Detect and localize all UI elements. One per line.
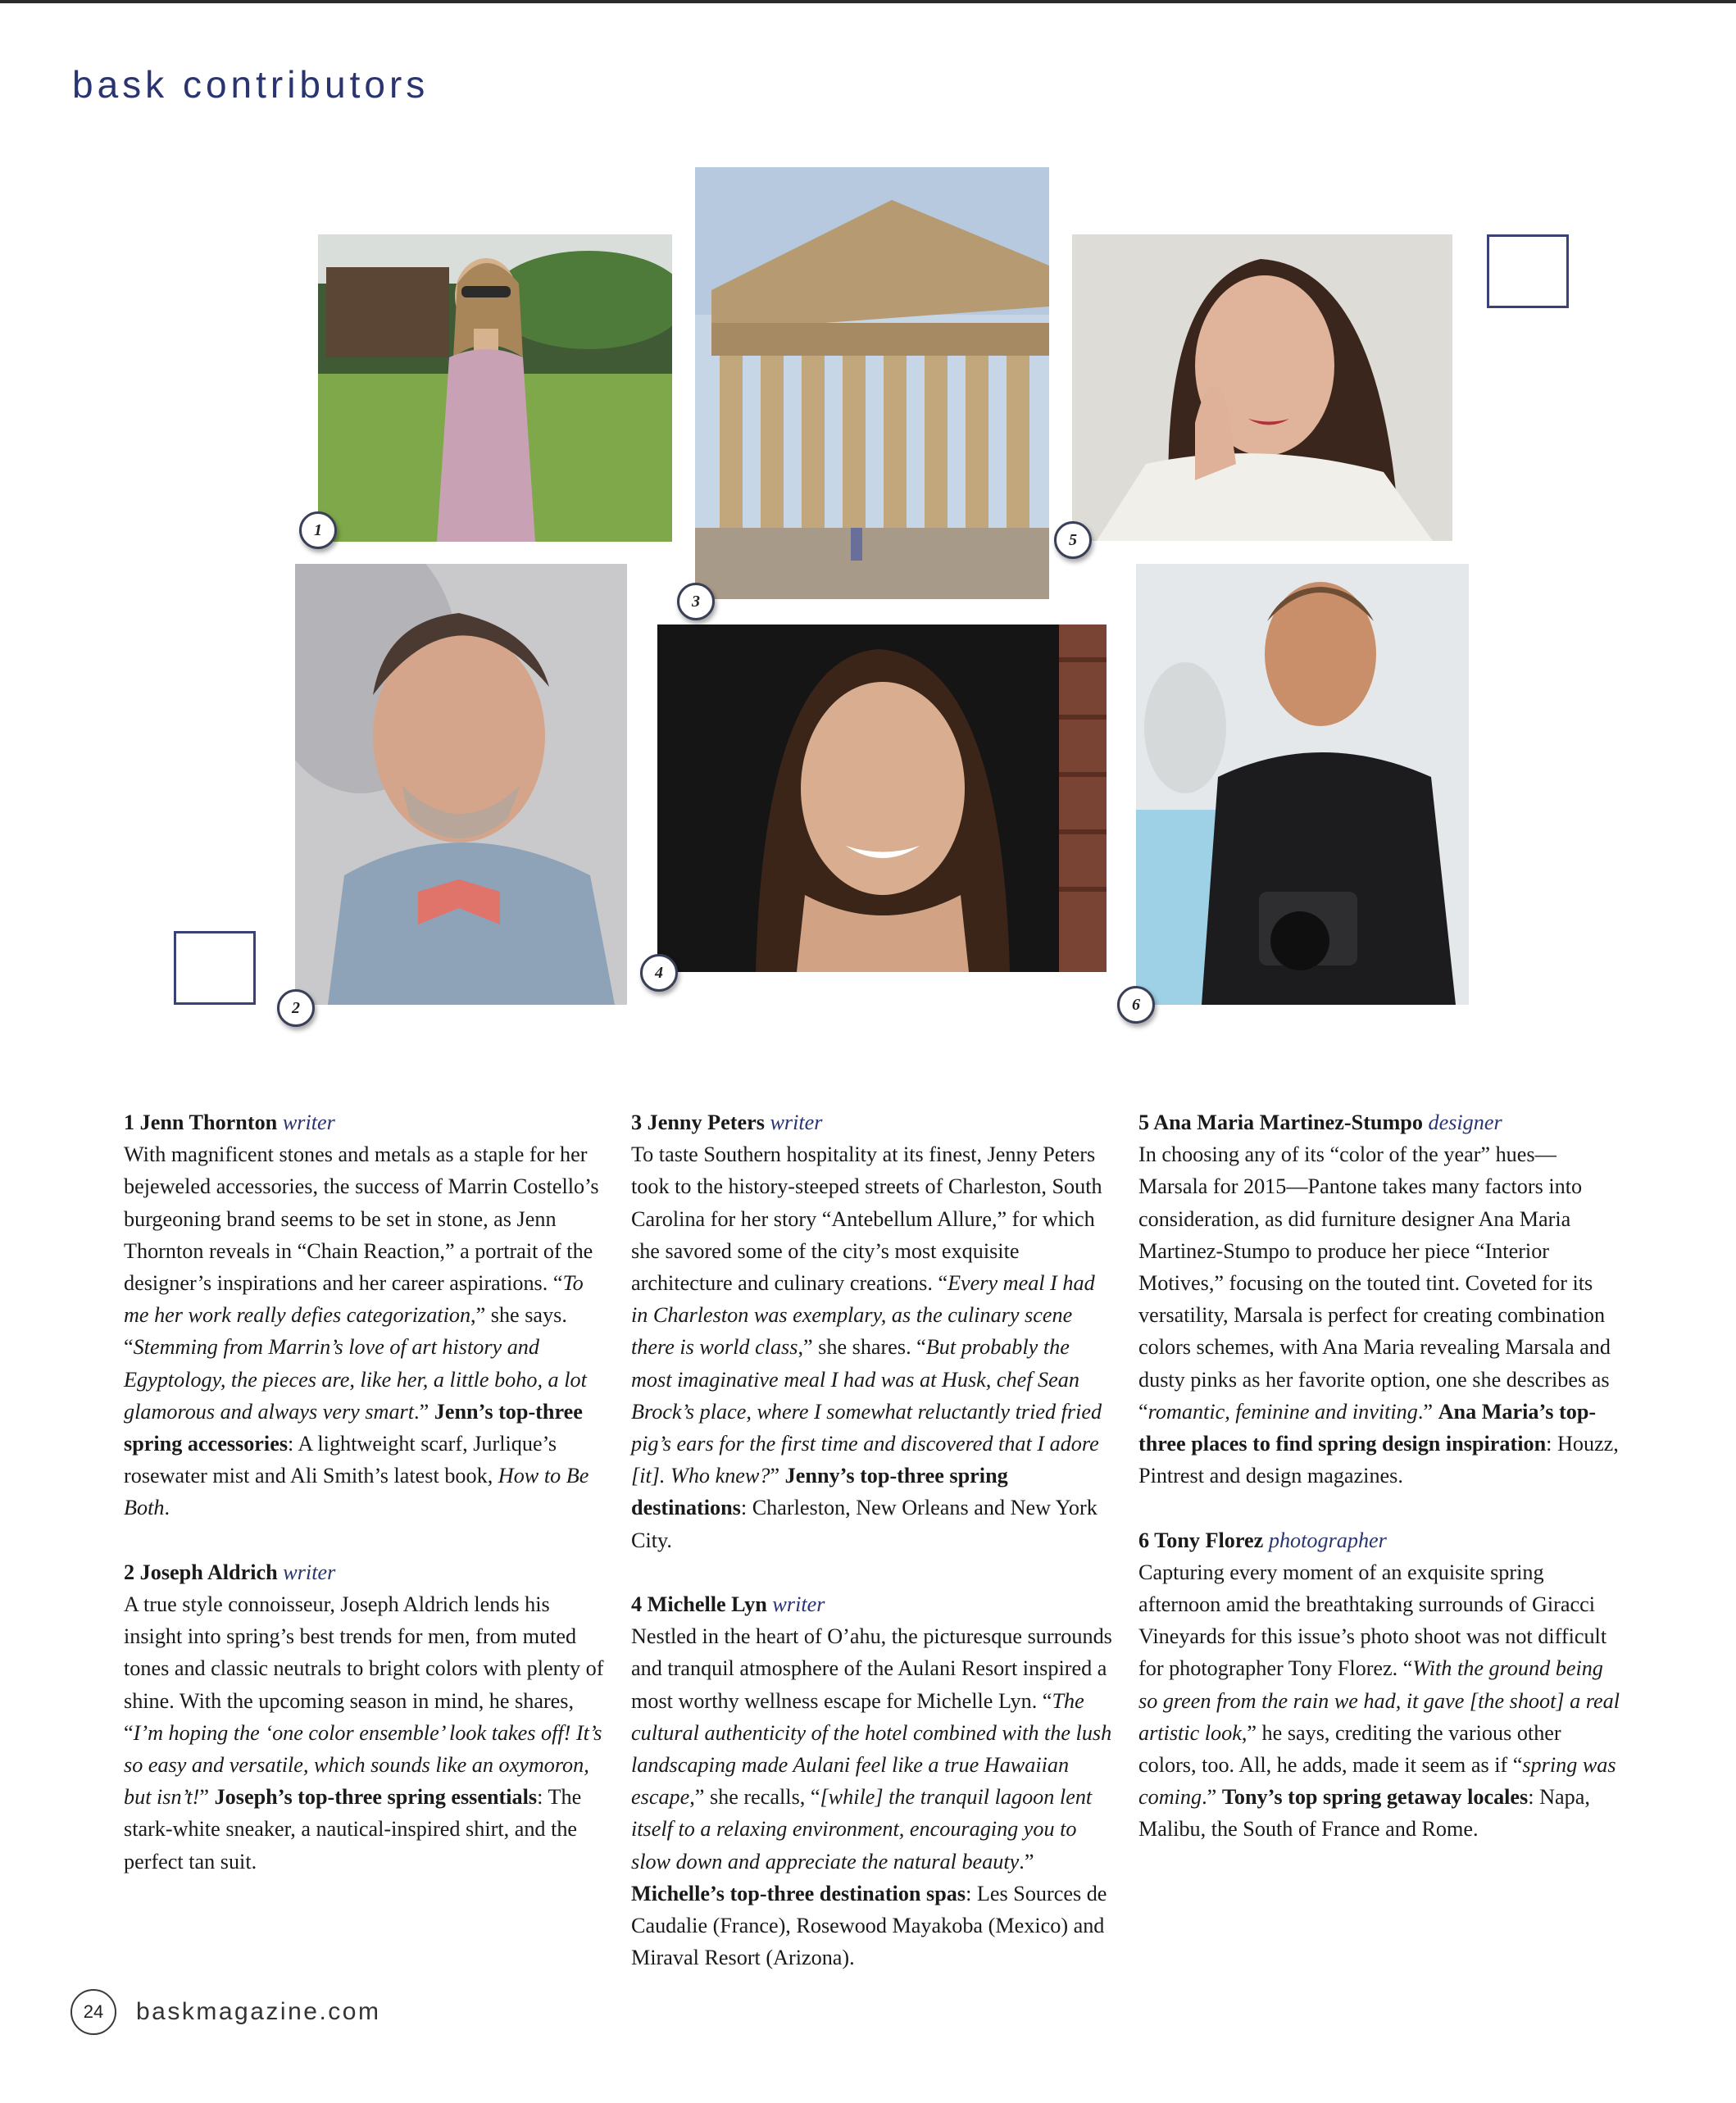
- top-rule: [0, 0, 1736, 3]
- text-column-2: [631, 1106, 1113, 2006]
- contributor-name: 2 Joseph Aldrich: [124, 1560, 278, 1584]
- decorative-square-bottom-left: [174, 931, 256, 1005]
- photo-number-badge-6: 6: [1117, 986, 1155, 1024]
- photo-ana-maria-martinez-stumpo: [1072, 234, 1452, 541]
- photo-number-badge-1: 1: [299, 511, 337, 549]
- contributor-name: 1 Jenn Thornton: [124, 1111, 278, 1134]
- contributor-entry: [124, 1106, 606, 1524]
- contributor-entry: [124, 1556, 606, 1878]
- contributor-bio: With magnificent stones and metals as a staple for her bejeweled accessories, the success of Marrin Costello’s burgeoning brand seems to be set in stone, as Jenn Thornton reveals in “Chain Reaction,” a portrait of the designer’s inspirations and her career aspirations. “To me her work really defies categorization,” she says. “Stemming from Marrin’s love of art history and Egyptology, the pieces are, like her, a little boho, a lot glamorous and always very smart.” Jenn’s top-three spring accessories: A lightweight scarf, Jurlique’s rosewater mist and Ali Smith’s latest book, How to Be Both.: [124, 1142, 599, 1520]
- contributor-role: writer: [770, 1111, 823, 1134]
- contributor-role: writer: [282, 1111, 335, 1134]
- contributor-role: designer: [1428, 1111, 1502, 1134]
- contributor-name: 5 Ana Maria Martinez-Stumpo: [1138, 1111, 1423, 1134]
- photo-number-badge-3: 3: [677, 583, 715, 620]
- contributor-bio: A true style connoisseur, Joseph Aldrich lends his insight into spring’s best trends for men, from muted tones and classic neutrals to bright colors with plenty of shine. With the upcoming season in mind, he shares, “I’m hoping the ‘one color ensemble’ look takes off! It’s so easy and versatile, which sounds like an oxymoron, but isn’t!” Joseph’s top-three spring essentials: The stark-white sneaker, a nautical-inspired shirt, and the perfect tan suit.: [124, 1592, 604, 1874]
- contributor-entry: [631, 1588, 1113, 1974]
- contributor-bio: In choosing any of its “color of the year” hues—Marsala for 2015—Pantone takes many factors into consideration, as did furniture designer Ana Maria Martinez-Stumpo to produce her piece “Interior Motives,” focusing on the touted tint. Coveted for its versatility, Marsala is perfect for creating combination colors schemes, with Ana Maria revealing Marsala and dusty pinks as her favorite option, one she describes as “romantic, feminine and inviting.” Ana Maria’s top-three places to find spring design inspiration: Houzz, Pintrest and design magazines.: [1138, 1142, 1619, 1488]
- footer-url: baskmagazine.com: [136, 1998, 381, 2025]
- contributor-role: writer: [772, 1592, 825, 1617]
- contributor-entry: [1138, 1524, 1622, 1846]
- photo-michelle-lyn: [657, 625, 1107, 972]
- photo-jenny-peters: [695, 167, 1049, 599]
- contributor-name: 4 Michelle Lyn: [631, 1592, 767, 1617]
- photo-number-badge-4: 4: [640, 954, 678, 992]
- contributor-bio: Capturing every moment of an exquisite spring afternoon amid the breathtaking surrounds of Giracci Vineyards for this issue’s photo shoot was not difficult for photographer Tony Florez. “With the ground being so green from the rain we had, it gave [the shoot] a real artistic look,” he says, crediting the various other colors, too. All, he adds, made it seem as if “spring was coming.” Tony’s top spring getaway locales: Napa, Malibu, the South of France and Rome.: [1138, 1560, 1620, 1842]
- contributor-role: writer: [283, 1560, 336, 1584]
- contributor-name: 3 Jenny Peters: [631, 1111, 765, 1134]
- text-column-3: [1138, 1106, 1622, 1878]
- contributor-entry: [1138, 1106, 1622, 1492]
- section-title: bask contributors: [72, 63, 429, 106]
- contributor-entry: [631, 1106, 1113, 1556]
- text-column-1: [124, 1106, 606, 1910]
- photo-number-badge-5: 5: [1054, 521, 1092, 559]
- photo-jenn-thornton: [318, 234, 672, 542]
- photo-tony-florez: [1136, 564, 1469, 1005]
- contributor-bio: To taste Southern hospitality at its finest, Jenny Peters took to the history-steeped streets of Charleston, South Carolina for her story “Antebellum Allure,” for which she savored some of the city’s most exquisite architecture and culinary creations. “Every meal I had in Charleston was exemplary, as the culinary scene there is world class,” she shares. “But probably the most imaginative meal I had was at Husk, chef Sean Brock’s place, where I somewhat reluctantly tried fried pig’s ears for the first time and discovered that I adore [it]. Who knew?” Jenny’s top-three spring destinations: Charleston, New Orleans and New York City.: [631, 1142, 1102, 1552]
- photo-number-badge-2: 2: [277, 989, 315, 1027]
- contributor-bio: Nestled in the heart of O’ahu, the picturesque surrounds and tranquil atmosphere of the Aulani Resort inspired a most worthy wellness escape for Michelle Lyn. “The cultural authenticity of the hotel combined with the lush landscaping made Aulani feel like a true Hawaiian escape,” she recalls, “[while] the tranquil lagoon lent itself to a relaxing environment, encouraging you to slow down and appreciate the natural beauty.” Michelle’s top-three destination spas: Les Sources de Caudalie (France), Rosewood Mayakoba (Mexico) and Miraval Resort (Arizona).: [631, 1624, 1112, 1970]
- contributor-name: 6 Tony Florez: [1138, 1528, 1264, 1552]
- contributor-role: photographer: [1268, 1528, 1387, 1552]
- photo-joseph-aldrich: [295, 564, 627, 1005]
- page-number: 24: [70, 1989, 116, 2035]
- decorative-square-top-right: [1487, 234, 1569, 308]
